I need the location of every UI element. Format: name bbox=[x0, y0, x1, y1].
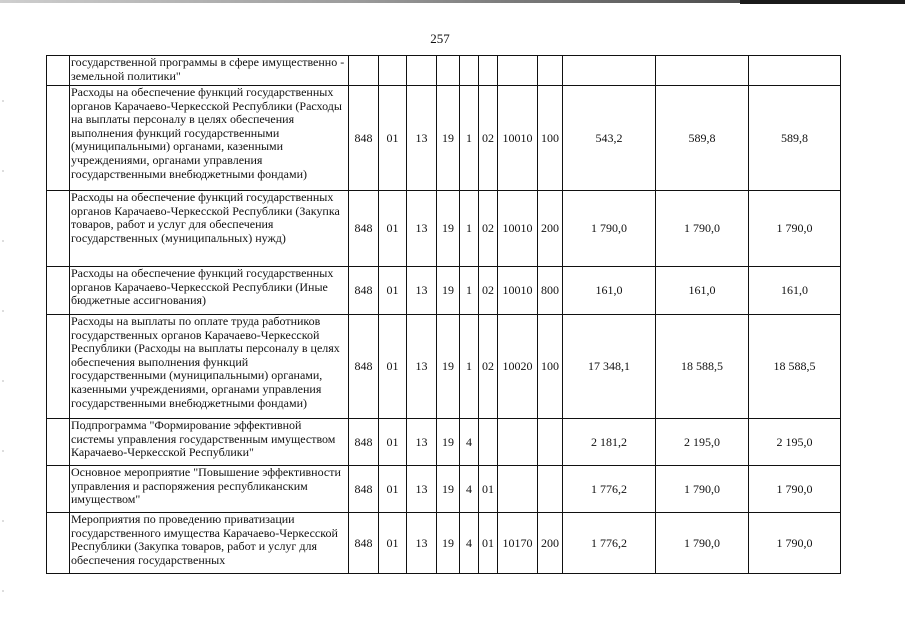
table-row bbox=[47, 513, 841, 574]
rz-cell bbox=[379, 56, 407, 86]
amount-year1-cell: 543,2 bbox=[563, 86, 656, 191]
subprogram-cell: 4 bbox=[460, 419, 479, 466]
amount-year3-cell: 1 790,0 bbox=[749, 466, 841, 513]
amount-year1-cell: 2 181,2 bbox=[563, 419, 656, 466]
table-row bbox=[47, 419, 841, 466]
amount-year1-cell: 1 790,0 bbox=[563, 191, 656, 267]
row-number-cell bbox=[47, 56, 70, 86]
amount-year3-cell: 589,8 bbox=[749, 86, 841, 191]
amount-year2-cell: 1 790,0 bbox=[656, 191, 749, 267]
description-cell: Подпрограмма "Формирование эффективной системы управления государственным имуществом Карачаево-Черкесской Республики" bbox=[70, 419, 349, 466]
amount-year1-cell: 1 776,2 bbox=[563, 466, 656, 513]
amount-year3-cell: 1 790,0 bbox=[749, 513, 841, 574]
program-cell: 19 bbox=[437, 466, 460, 513]
pr-cell: 13 bbox=[407, 419, 437, 466]
table-row bbox=[47, 315, 841, 419]
row-number-cell bbox=[47, 191, 70, 267]
rz-cell: 01 bbox=[379, 86, 407, 191]
main-activity-cell bbox=[479, 56, 498, 86]
program-cell bbox=[437, 56, 460, 86]
row-number-cell bbox=[47, 513, 70, 574]
row-number-cell bbox=[47, 267, 70, 315]
pr-cell: 13 bbox=[407, 315, 437, 419]
rz-cell: 01 bbox=[379, 267, 407, 315]
row-number-cell bbox=[47, 466, 70, 513]
ved-cell: 848 bbox=[349, 315, 379, 419]
pr-cell: 13 bbox=[407, 466, 437, 513]
expense-type-cell: 200 bbox=[538, 513, 563, 574]
description-cell: Расходы на выплаты по оплате труда работников государственных органов Карачаево-Черкесской Республики (Расходы на выплаты персоналу в целях обеспечения выполнения функций государственными (муниципальными) органами, казенными учреждениями, органами управления государственными внебюджетными фондами) bbox=[70, 315, 349, 419]
amount-year3-cell: 1 790,0 bbox=[749, 191, 841, 267]
pr-cell bbox=[407, 56, 437, 86]
ved-cell: 848 bbox=[349, 191, 379, 267]
subprogram-cell: 4 bbox=[460, 513, 479, 574]
direction-cell bbox=[498, 56, 538, 86]
table-row bbox=[47, 191, 841, 267]
main-activity-cell bbox=[479, 419, 498, 466]
pr-cell: 13 bbox=[407, 191, 437, 267]
amount-year1-cell bbox=[563, 56, 656, 86]
page-number: 257 bbox=[430, 31, 450, 46]
amount-year2-cell: 18 588,5 bbox=[656, 315, 749, 419]
subprogram-cell: 1 bbox=[460, 315, 479, 419]
main-activity-cell: 02 bbox=[479, 191, 498, 267]
amount-year2-cell: 2 195,0 bbox=[656, 419, 749, 466]
main-activity-cell: 01 bbox=[479, 513, 498, 574]
main-activity-cell: 02 bbox=[479, 267, 498, 315]
pr-cell: 13 bbox=[407, 267, 437, 315]
program-cell: 19 bbox=[437, 86, 460, 191]
expense-type-cell bbox=[538, 56, 563, 86]
expense-type-cell: 200 bbox=[538, 191, 563, 267]
direction-cell: 10170 bbox=[498, 513, 538, 574]
budget-table bbox=[46, 55, 841, 574]
main-activity-cell: 02 bbox=[479, 86, 498, 191]
amount-year2-cell: 1 790,0 bbox=[656, 466, 749, 513]
table-row bbox=[47, 86, 841, 191]
table-row bbox=[47, 56, 841, 86]
description-cell: Расходы на обеспечение функций государственных органов Карачаево-Черкесской Республики (Закупка товаров, работ и услуг для обеспечения государственных (муниципальных) нужд) bbox=[70, 191, 349, 267]
amount-year1-cell: 161,0 bbox=[563, 267, 656, 315]
rz-cell: 01 bbox=[379, 191, 407, 267]
direction-cell: 10010 bbox=[498, 267, 538, 315]
description-cell: государственной программы в сфере имущественно - земельной политики" bbox=[70, 56, 349, 86]
amount-year3-cell bbox=[749, 56, 841, 86]
description-cell: Основное мероприятие "Повышение эффективности управления и распоряжения республиканским имуществом" bbox=[70, 466, 349, 513]
scan-left-edge-noise bbox=[2, 60, 4, 620]
subprogram-cell bbox=[460, 56, 479, 86]
rz-cell: 01 bbox=[379, 466, 407, 513]
program-cell: 19 bbox=[437, 315, 460, 419]
program-cell: 19 bbox=[437, 267, 460, 315]
amount-year3-cell: 2 195,0 bbox=[749, 419, 841, 466]
subprogram-cell: 1 bbox=[460, 86, 479, 191]
program-cell: 19 bbox=[437, 513, 460, 574]
main-activity-cell: 01 bbox=[479, 466, 498, 513]
amount-year1-cell: 1 776,2 bbox=[563, 513, 656, 574]
direction-cell: 10010 bbox=[498, 86, 538, 191]
amount-year2-cell bbox=[656, 56, 749, 86]
amount-year2-cell: 589,8 bbox=[656, 86, 749, 191]
amount-year2-cell: 1 790,0 bbox=[656, 513, 749, 574]
row-number-cell bbox=[47, 419, 70, 466]
direction-cell bbox=[498, 466, 538, 513]
ved-cell: 848 bbox=[349, 466, 379, 513]
expense-type-cell bbox=[538, 466, 563, 513]
ved-cell: 848 bbox=[349, 513, 379, 574]
ved-cell: 848 bbox=[349, 86, 379, 191]
ved-cell: 848 bbox=[349, 267, 379, 315]
description-cell: Расходы на обеспечение функций государственных органов Карачаево-Черкесской Республики (Иные бюджетные ассигнования) bbox=[70, 267, 349, 315]
description-cell: Расходы на обеспечение функций государственных органов Карачаево-Черкесской Республики (Расходы на выплаты персоналу в целях обеспечения выполнения функций государственными (муниципальными) органами, казенными учреждениями, органами управления государственными внебюджетными фондами) bbox=[70, 86, 349, 191]
subprogram-cell: 1 bbox=[460, 191, 479, 267]
row-number-cell bbox=[47, 86, 70, 191]
pr-cell: 13 bbox=[407, 86, 437, 191]
expense-type-cell bbox=[538, 419, 563, 466]
rz-cell: 01 bbox=[379, 419, 407, 466]
ved-cell bbox=[349, 56, 379, 86]
expense-type-cell: 800 bbox=[538, 267, 563, 315]
subprogram-cell: 4 bbox=[460, 466, 479, 513]
direction-cell bbox=[498, 419, 538, 466]
ved-cell: 848 bbox=[349, 419, 379, 466]
amount-year3-cell: 161,0 bbox=[749, 267, 841, 315]
table-row bbox=[47, 267, 841, 315]
program-cell: 19 bbox=[437, 191, 460, 267]
main-activity-cell: 02 bbox=[479, 315, 498, 419]
direction-cell: 10010 bbox=[498, 191, 538, 267]
amount-year3-cell: 18 588,5 bbox=[749, 315, 841, 419]
direction-cell: 10020 bbox=[498, 315, 538, 419]
pr-cell: 13 bbox=[407, 513, 437, 574]
subprogram-cell: 1 bbox=[460, 267, 479, 315]
amount-year1-cell: 17 348,1 bbox=[563, 315, 656, 419]
program-cell: 19 bbox=[437, 419, 460, 466]
expense-type-cell: 100 bbox=[538, 315, 563, 419]
table-row bbox=[47, 466, 841, 513]
scan-top-edge-dark bbox=[740, 0, 905, 4]
row-number-cell bbox=[47, 315, 70, 419]
rz-cell: 01 bbox=[379, 513, 407, 574]
amount-year2-cell: 161,0 bbox=[656, 267, 749, 315]
description-cell: Мероприятия по проведению приватизации государственного имущества Карачаево-Черкесской Республики (Закупка товаров, работ и услуг для обеспечения государственных bbox=[70, 513, 349, 574]
expense-type-cell: 100 bbox=[538, 86, 563, 191]
rz-cell: 01 bbox=[379, 315, 407, 419]
